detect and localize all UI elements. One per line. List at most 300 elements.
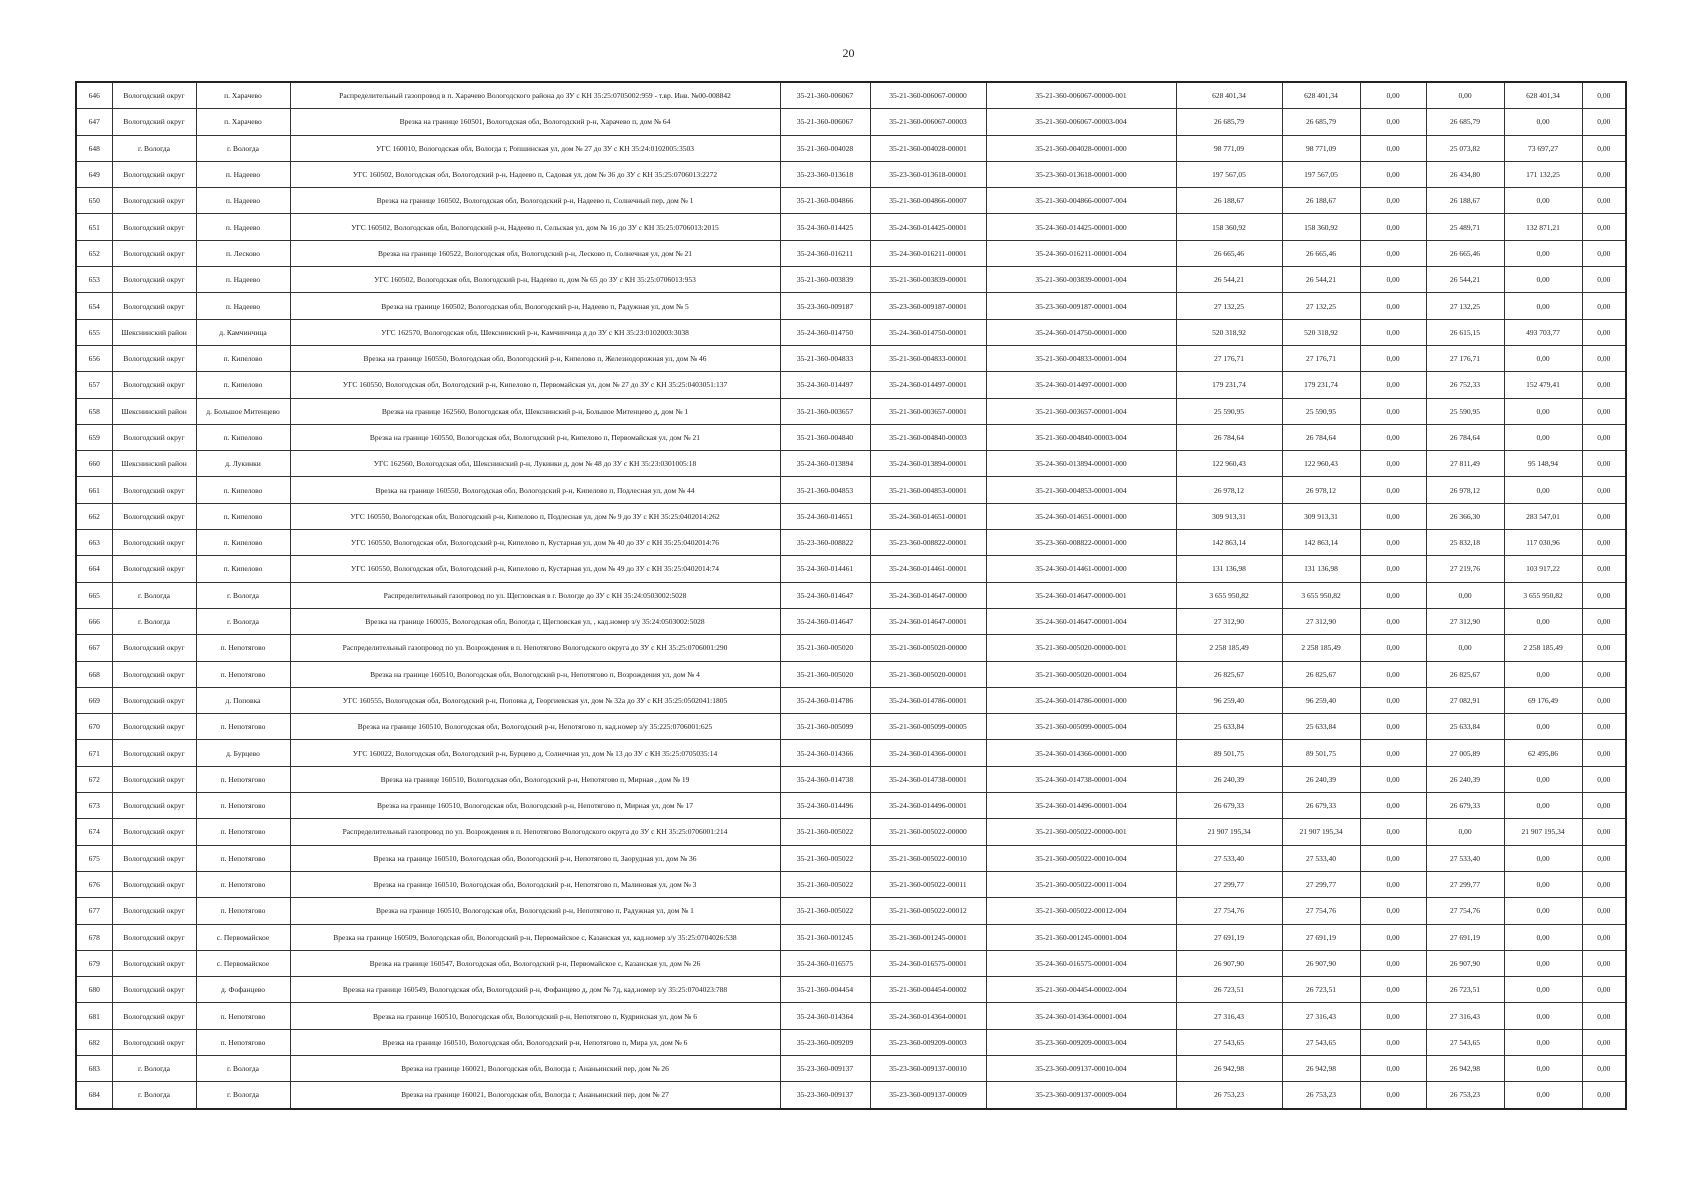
sub-object-code-cell: 35-21-360-005020-00001 (870, 661, 986, 687)
cost-zero-cell: 0,00 (1360, 1055, 1426, 1081)
element-code-cell: 35-24-360-016575-00001-004 (986, 950, 1176, 976)
row-number-cell: 649 (76, 161, 112, 187)
cost-zero-cell: 0,00 (1360, 898, 1426, 924)
sub-object-code-cell: 35-21-360-006067-00003 (870, 109, 986, 135)
settlement-cell: п. Надеево (196, 188, 290, 214)
network-cost-cell: 152 479,41 (1504, 372, 1582, 398)
connection-cost-cell: 26 240,39 (1426, 766, 1504, 792)
network-cost-cell: 171 132,25 (1504, 161, 1582, 187)
cost-zero-cell: 0,00 (1360, 135, 1426, 161)
connection-cost-cell: 25 489,71 (1426, 214, 1504, 240)
reserve-cost-cell: 0,00 (1582, 1055, 1626, 1081)
network-cost-cell: 132 871,21 (1504, 214, 1582, 240)
connection-cost-cell: 27 312,90 (1426, 608, 1504, 634)
cost-amount-cell: 89 501,75 (1282, 740, 1360, 766)
element-code-cell: 35-24-360-014647-00001-004 (986, 608, 1176, 634)
total-cost-cell: 27 176,71 (1176, 345, 1282, 371)
table-row (76, 477, 1626, 503)
table-row (76, 977, 1626, 1003)
settlement-cell: д. Лукинки (196, 451, 290, 477)
element-code-cell: 35-24-360-014750-00001-000 (986, 319, 1176, 345)
reserve-cost-cell: 0,00 (1582, 345, 1626, 371)
object-description-cell: Врезка на границе 160510, Вологодская обл, Вологодский р-н, Непотягово п, Заорудная ул, дом № 36 (290, 845, 780, 871)
element-code-cell: 35-24-360-013894-00001-000 (986, 451, 1176, 477)
reserve-cost-cell: 0,00 (1582, 1003, 1626, 1029)
object-description-cell: УГС 160502, Вологодская обл, Вологодский р-н, Надеево п, дом № 65 до ЗУ с КН 35:25:0706013:953 (290, 267, 780, 293)
district-cell: Вологодский округ (112, 871, 196, 897)
sub-object-code-cell: 35-21-360-004840-00003 (870, 424, 986, 450)
connection-cost-cell: 27 533,40 (1426, 845, 1504, 871)
object-description-cell: Врезка на границе 160510, Вологодская обл, Вологодский р-н, Непотягово п, Малиновая ул, дом № 3 (290, 871, 780, 897)
total-cost-cell: 309 913,31 (1176, 503, 1282, 529)
table-row (76, 1055, 1626, 1081)
cost-amount-cell: 27 299,77 (1282, 871, 1360, 897)
element-code-cell: 35-24-360-014364-00001-004 (986, 1003, 1176, 1029)
row-number-cell: 664 (76, 556, 112, 582)
network-cost-cell: 0,00 (1504, 898, 1582, 924)
total-cost-cell: 26 942,98 (1176, 1055, 1282, 1081)
reserve-cost-cell: 0,00 (1582, 319, 1626, 345)
district-cell: Вологодский округ (112, 293, 196, 319)
connection-cost-cell: 27 691,19 (1426, 924, 1504, 950)
district-cell: Вологодский округ (112, 424, 196, 450)
cost-zero-cell: 0,00 (1360, 1003, 1426, 1029)
sub-object-code-cell: 35-21-360-004028-00001 (870, 135, 986, 161)
table-row (76, 608, 1626, 634)
total-cost-cell: 27 299,77 (1176, 871, 1282, 897)
object-description-cell: Врезка на границе 160502, Вологодская обл, Вологодский р-н, Надеево п, Радужная ул, дом № 5 (290, 293, 780, 319)
total-cost-cell: 27 533,40 (1176, 845, 1282, 871)
element-code-cell: 35-21-360-005022-00000-001 (986, 819, 1176, 845)
object-description-cell: Распределительный газопровод по ул. Возрождения в п. Непотягово Вологодского округа до ЗУ с КН 35:25:0706001:290 (290, 635, 780, 661)
element-code-cell: 35-23-360-009137-00009-004 (986, 1082, 1176, 1109)
network-cost-cell: 0,00 (1504, 345, 1582, 371)
object-code-cell: 35-21-360-003657 (780, 398, 870, 424)
district-cell: г. Вологда (112, 135, 196, 161)
cost-zero-cell: 0,00 (1360, 793, 1426, 819)
object-code-cell: 35-21-360-004833 (780, 345, 870, 371)
network-cost-cell: 0,00 (1504, 1003, 1582, 1029)
element-code-cell: 35-21-360-004833-00001-004 (986, 345, 1176, 371)
reserve-cost-cell: 0,00 (1582, 161, 1626, 187)
cost-zero-cell: 0,00 (1360, 1082, 1426, 1109)
total-cost-cell: 179 231,74 (1176, 372, 1282, 398)
table-row (76, 240, 1626, 266)
settlement-cell: п. Кипелово (196, 477, 290, 503)
object-description-cell: УГС 160555, Вологодская обл, Вологодский р-н, Поповка д, Георгиевская ул, дом № 32а до ЗУ с КН 35:25:0502041:1805 (290, 687, 780, 713)
district-cell: Вологодский округ (112, 845, 196, 871)
settlement-cell: п. Кипелово (196, 556, 290, 582)
cost-amount-cell: 26 188,67 (1282, 188, 1360, 214)
object-code-cell: 35-21-360-005099 (780, 714, 870, 740)
object-code-cell: 35-21-360-004840 (780, 424, 870, 450)
reserve-cost-cell: 0,00 (1582, 267, 1626, 293)
cost-amount-cell: 98 771,09 (1282, 135, 1360, 161)
element-code-cell: 35-21-360-005020-00001-004 (986, 661, 1176, 687)
table-row (76, 1003, 1626, 1029)
network-cost-cell: 103 917,22 (1504, 556, 1582, 582)
cost-zero-cell: 0,00 (1360, 845, 1426, 871)
sub-object-code-cell: 35-24-360-014497-00001 (870, 372, 986, 398)
reserve-cost-cell: 0,00 (1582, 293, 1626, 319)
element-code-cell: 35-24-360-014738-00001-004 (986, 766, 1176, 792)
object-code-cell: 35-21-360-005022 (780, 819, 870, 845)
element-code-cell: 35-24-360-016211-00001-004 (986, 240, 1176, 266)
object-description-cell: УГС 160550, Вологодская обл, Вологодский р-н, Кипелово п, Кустарная ул, дом № 49 до ЗУ с КН 35:25:0402014:74 (290, 556, 780, 582)
total-cost-cell: 26 825,67 (1176, 661, 1282, 687)
object-code-cell: 35-24-360-014647 (780, 582, 870, 608)
object-description-cell: УГС 162570, Вологодская обл, Шекснинский р-н, Камчинчица д до ЗУ с КН 35:23:0102003:3038 (290, 319, 780, 345)
reserve-cost-cell: 0,00 (1582, 950, 1626, 976)
cost-zero-cell: 0,00 (1360, 161, 1426, 187)
reserve-cost-cell: 0,00 (1582, 372, 1626, 398)
reserve-cost-cell: 0,00 (1582, 740, 1626, 766)
settlement-cell: п. Непотягово (196, 766, 290, 792)
district-cell: Вологодский округ (112, 503, 196, 529)
element-code-cell: 35-21-360-005022-00010-004 (986, 845, 1176, 871)
cost-amount-cell: 309 913,31 (1282, 503, 1360, 529)
network-cost-cell: 117 030,96 (1504, 530, 1582, 556)
element-code-cell: 35-23-360-009187-00001-004 (986, 293, 1176, 319)
element-code-cell: 35-24-360-014425-00001-000 (986, 214, 1176, 240)
total-cost-cell: 26 679,33 (1176, 793, 1282, 819)
sub-object-code-cell: 35-24-360-014461-00001 (870, 556, 986, 582)
cost-zero-cell: 0,00 (1360, 267, 1426, 293)
row-number-cell: 666 (76, 608, 112, 634)
row-number-cell: 647 (76, 109, 112, 135)
total-cost-cell: 25 590,95 (1176, 398, 1282, 424)
object-description-cell: УГС 160550, Вологодская обл, Вологодский р-н, Кипелово п, Кустарная ул, дом № 40 до ЗУ с КН 35:25:0402014:76 (290, 530, 780, 556)
object-code-cell: 35-21-360-005022 (780, 871, 870, 897)
sub-object-code-cell: 35-24-360-016575-00001 (870, 950, 986, 976)
page-number: 20 (842, 46, 855, 60)
cost-zero-cell: 0,00 (1360, 424, 1426, 450)
connection-cost-cell: 0,00 (1426, 582, 1504, 608)
object-description-cell: Врезка на границе 160510, Вологодская обл, Вологодский р-н, Непотягово п, Кудринская ул, дом № 6 (290, 1003, 780, 1029)
table-row (76, 530, 1626, 556)
cost-zero-cell: 0,00 (1360, 977, 1426, 1003)
cost-zero-cell: 0,00 (1360, 188, 1426, 214)
element-code-cell: 35-23-360-009209-00003-004 (986, 1029, 1176, 1055)
reserve-cost-cell: 0,00 (1582, 82, 1626, 109)
network-cost-cell: 0,00 (1504, 188, 1582, 214)
cost-zero-cell: 0,00 (1360, 530, 1426, 556)
cost-amount-cell: 21 907 195,34 (1282, 819, 1360, 845)
object-description-cell: УГС 160502, Вологодская обл, Вологодский р-н, Надеево п, Сельская ул, дом № 16 до ЗУ с КН 35:25:0706013:2015 (290, 214, 780, 240)
row-number-cell: 668 (76, 661, 112, 687)
district-cell: г. Вологда (112, 1082, 196, 1109)
reserve-cost-cell: 0,00 (1582, 871, 1626, 897)
object-code-cell: 35-21-360-003839 (780, 267, 870, 293)
object-code-cell: 35-21-360-005020 (780, 635, 870, 661)
element-code-cell: 35-21-360-005099-00005-004 (986, 714, 1176, 740)
element-code-cell: 35-21-360-004454-00002-004 (986, 977, 1176, 1003)
cost-zero-cell: 0,00 (1360, 109, 1426, 135)
district-cell: Вологодский округ (112, 530, 196, 556)
cost-zero-cell: 0,00 (1360, 687, 1426, 713)
district-cell: Вологодский округ (112, 161, 196, 187)
sub-object-code-cell: 35-24-360-014786-00001 (870, 687, 986, 713)
total-cost-cell: 197 567,05 (1176, 161, 1282, 187)
sub-object-code-cell: 35-21-360-003657-00001 (870, 398, 986, 424)
cost-zero-cell: 0,00 (1360, 950, 1426, 976)
cost-zero-cell: 0,00 (1360, 1029, 1426, 1055)
table-row (76, 766, 1626, 792)
cost-amount-cell: 27 691,19 (1282, 924, 1360, 950)
network-cost-cell: 0,00 (1504, 267, 1582, 293)
district-cell: Вологодский округ (112, 188, 196, 214)
row-number-cell: 683 (76, 1055, 112, 1081)
network-cost-cell: 0,00 (1504, 424, 1582, 450)
row-number-cell: 672 (76, 766, 112, 792)
reserve-cost-cell: 0,00 (1582, 530, 1626, 556)
row-number-cell: 652 (76, 240, 112, 266)
sub-object-code-cell: 35-21-360-005022-00010 (870, 845, 986, 871)
network-cost-cell: 0,00 (1504, 109, 1582, 135)
table-row (76, 819, 1626, 845)
connection-cost-cell: 26 723,51 (1426, 977, 1504, 1003)
connection-cost-cell: 25 590,95 (1426, 398, 1504, 424)
district-cell: Вологодский округ (112, 766, 196, 792)
network-cost-cell: 283 547,01 (1504, 503, 1582, 529)
sub-object-code-cell: 35-24-360-014364-00001 (870, 1003, 986, 1029)
table-row (76, 188, 1626, 214)
object-description-cell: Врезка на границе 160550, Вологодская обл, Вологодский р-н, Кипелово п, Подлесная ул, дом № 44 (290, 477, 780, 503)
cost-amount-cell: 26 544,21 (1282, 267, 1360, 293)
network-cost-cell: 0,00 (1504, 845, 1582, 871)
cost-zero-cell: 0,00 (1360, 398, 1426, 424)
connection-cost-cell: 27 219,76 (1426, 556, 1504, 582)
connection-cost-cell: 27 299,77 (1426, 871, 1504, 897)
sub-object-code-cell: 35-23-360-009187-00001 (870, 293, 986, 319)
table-row (76, 845, 1626, 871)
sub-object-code-cell: 35-21-360-003839-00001 (870, 267, 986, 293)
object-description-cell: Распределительный газопровод по ул. Возрождения в п. Непотягово Вологодского округа до ЗУ с КН 35:25:0706001:214 (290, 819, 780, 845)
connection-cost-cell: 26 825,67 (1426, 661, 1504, 687)
settlement-cell: д. Фофанцево (196, 977, 290, 1003)
object-description-cell: Врезка на границе 160021, Вологодская обл, Вологда г, Ананьинский пер, дом № 27 (290, 1082, 780, 1109)
total-cost-cell: 21 907 195,34 (1176, 819, 1282, 845)
reserve-cost-cell: 0,00 (1582, 819, 1626, 845)
sub-object-code-cell: 35-24-360-014425-00001 (870, 214, 986, 240)
cost-zero-cell: 0,00 (1360, 82, 1426, 109)
object-code-cell: 35-23-360-009137 (780, 1055, 870, 1081)
network-cost-cell: 21 907 195,34 (1504, 819, 1582, 845)
sub-object-code-cell: 35-21-360-004866-00007 (870, 188, 986, 214)
total-cost-cell: 26 753,23 (1176, 1082, 1282, 1109)
row-number-cell: 680 (76, 977, 112, 1003)
district-cell: Вологодский округ (112, 924, 196, 950)
network-cost-cell: 95 148,94 (1504, 451, 1582, 477)
element-code-cell: 35-23-360-008822-00001-000 (986, 530, 1176, 556)
district-cell: Вологодский округ (112, 267, 196, 293)
connection-cost-cell: 0,00 (1426, 82, 1504, 109)
cost-amount-cell: 27 132,25 (1282, 293, 1360, 319)
district-cell: Шекснинский район (112, 319, 196, 345)
settlement-cell: п. Непотягово (196, 898, 290, 924)
cost-amount-cell: 2 258 185,49 (1282, 635, 1360, 661)
sub-object-code-cell: 35-21-360-005099-00005 (870, 714, 986, 740)
settlement-cell: п. Лесково (196, 240, 290, 266)
total-cost-cell: 27 543,65 (1176, 1029, 1282, 1055)
sub-object-code-cell: 35-21-360-004833-00001 (870, 345, 986, 371)
object-code-cell: 35-24-360-014786 (780, 687, 870, 713)
district-cell: Вологодский округ (112, 214, 196, 240)
settlement-cell: п. Надеево (196, 267, 290, 293)
cost-amount-cell: 26 784,64 (1282, 424, 1360, 450)
cost-zero-cell: 0,00 (1360, 819, 1426, 845)
district-cell: Вологодский округ (112, 372, 196, 398)
sub-object-code-cell: 35-24-360-014750-00001 (870, 319, 986, 345)
table-row (76, 319, 1626, 345)
object-description-cell: УГС 160550, Вологодская обл, Вологодский р-н, Кипелово п, Подлесная ул, дом № 9 до ЗУ с КН 35:25:0402014:262 (290, 503, 780, 529)
total-cost-cell: 26 907,90 (1176, 950, 1282, 976)
connection-cost-cell: 26 665,46 (1426, 240, 1504, 266)
cost-amount-cell: 27 533,40 (1282, 845, 1360, 871)
district-cell: Вологодский округ (112, 687, 196, 713)
row-number-cell: 682 (76, 1029, 112, 1055)
sub-object-code-cell: 35-23-360-009137-00010 (870, 1055, 986, 1081)
network-cost-cell: 3 655 950,82 (1504, 582, 1582, 608)
cost-amount-cell: 27 312,90 (1282, 608, 1360, 634)
row-number-cell: 651 (76, 214, 112, 240)
district-cell: Вологодский округ (112, 82, 196, 109)
cost-amount-cell: 122 960,43 (1282, 451, 1360, 477)
cost-zero-cell: 0,00 (1360, 345, 1426, 371)
cost-zero-cell: 0,00 (1360, 766, 1426, 792)
table-row (76, 1029, 1626, 1055)
district-cell: Вологодский округ (112, 819, 196, 845)
cost-zero-cell: 0,00 (1360, 924, 1426, 950)
total-cost-cell: 25 633,84 (1176, 714, 1282, 740)
row-number-cell: 659 (76, 424, 112, 450)
table-row (76, 109, 1626, 135)
network-cost-cell: 0,00 (1504, 714, 1582, 740)
reserve-cost-cell: 0,00 (1582, 424, 1626, 450)
reserve-cost-cell: 0,00 (1582, 582, 1626, 608)
object-code-cell: 35-23-360-009187 (780, 293, 870, 319)
element-code-cell: 35-21-360-004028-00001-000 (986, 135, 1176, 161)
sub-object-code-cell: 35-21-360-001245-00001 (870, 924, 986, 950)
sub-object-code-cell: 35-21-360-005020-00000 (870, 635, 986, 661)
total-cost-cell: 98 771,09 (1176, 135, 1282, 161)
district-cell: Вологодский округ (112, 240, 196, 266)
sub-object-code-cell: 35-21-360-005022-00012 (870, 898, 986, 924)
cost-amount-cell: 197 567,05 (1282, 161, 1360, 187)
table-row (76, 687, 1626, 713)
cost-amount-cell: 142 863,14 (1282, 530, 1360, 556)
settlement-cell: с. Первомайское (196, 950, 290, 976)
table-row (76, 635, 1626, 661)
object-code-cell: 35-21-360-005020 (780, 661, 870, 687)
object-code-cell: 35-24-360-013894 (780, 451, 870, 477)
cost-amount-cell: 26 753,23 (1282, 1082, 1360, 1109)
reserve-cost-cell: 0,00 (1582, 845, 1626, 871)
total-cost-cell: 27 316,43 (1176, 1003, 1282, 1029)
total-cost-cell: 26 240,39 (1176, 766, 1282, 792)
cost-zero-cell: 0,00 (1360, 661, 1426, 687)
total-cost-cell: 628 401,34 (1176, 82, 1282, 109)
network-cost-cell: 0,00 (1504, 950, 1582, 976)
row-number-cell: 660 (76, 451, 112, 477)
total-cost-cell: 26 784,64 (1176, 424, 1282, 450)
network-cost-cell: 62 495,86 (1504, 740, 1582, 766)
settlement-cell: п. Надеево (196, 214, 290, 240)
object-code-cell: 35-21-360-001245 (780, 924, 870, 950)
object-code-cell: 35-23-360-013618 (780, 161, 870, 187)
network-cost-cell: 0,00 (1504, 793, 1582, 819)
connection-cost-cell: 26 434,80 (1426, 161, 1504, 187)
sub-object-code-cell: 35-23-360-008822-00001 (870, 530, 986, 556)
table-row (76, 424, 1626, 450)
cost-zero-cell: 0,00 (1360, 714, 1426, 740)
sub-object-code-cell: 35-21-360-005022-00011 (870, 871, 986, 897)
settlement-cell: д. Поповка (196, 687, 290, 713)
district-cell: Вологодский округ (112, 1029, 196, 1055)
district-cell: Вологодский округ (112, 950, 196, 976)
network-cost-cell: 73 697,27 (1504, 135, 1582, 161)
table-row (76, 451, 1626, 477)
sub-object-code-cell: 35-24-360-014651-00001 (870, 503, 986, 529)
sub-object-code-cell: 35-21-360-005022-00000 (870, 819, 986, 845)
connection-cost-cell: 25 073,82 (1426, 135, 1504, 161)
element-code-cell: 35-23-360-013618-00001-000 (986, 161, 1176, 187)
settlement-cell: п. Непотягово (196, 661, 290, 687)
reserve-cost-cell: 0,00 (1582, 135, 1626, 161)
connection-cost-cell: 26 544,21 (1426, 267, 1504, 293)
reserve-cost-cell: 0,00 (1582, 503, 1626, 529)
sub-object-code-cell: 35-24-360-016211-00001 (870, 240, 986, 266)
cost-amount-cell: 26 665,46 (1282, 240, 1360, 266)
network-cost-cell: 69 176,49 (1504, 687, 1582, 713)
object-description-cell: Врезка на границе 160510, Вологодская обл, Вологодский р-н, Непотягово п, Мирная , дом № 19 (290, 766, 780, 792)
connection-cost-cell: 26 188,67 (1426, 188, 1504, 214)
sub-object-code-cell: 35-23-360-009209-00003 (870, 1029, 986, 1055)
connection-cost-cell: 27 754,76 (1426, 898, 1504, 924)
network-cost-cell: 0,00 (1504, 661, 1582, 687)
settlement-cell: п. Кипелово (196, 345, 290, 371)
district-cell: Вологодский округ (112, 740, 196, 766)
total-cost-cell: 26 685,79 (1176, 109, 1282, 135)
connection-cost-cell: 27 082,91 (1426, 687, 1504, 713)
district-cell: Вологодский округ (112, 635, 196, 661)
connection-cost-cell: 27 811,49 (1426, 451, 1504, 477)
table-row (76, 924, 1626, 950)
row-number-cell: 673 (76, 793, 112, 819)
cost-zero-cell: 0,00 (1360, 319, 1426, 345)
total-cost-cell: 96 259,40 (1176, 687, 1282, 713)
sub-object-code-cell: 35-24-360-014647-00000 (870, 582, 986, 608)
element-code-cell: 35-21-360-001245-00001-004 (986, 924, 1176, 950)
object-description-cell: УГС 160010, Вологодская обл, Вологда г, Ропшинская ул, дом № 27 до ЗУ с КН 35:24:0102005:3503 (290, 135, 780, 161)
cost-amount-cell: 26 685,79 (1282, 109, 1360, 135)
cost-amount-cell: 131 136,98 (1282, 556, 1360, 582)
connection-cost-cell: 27 132,25 (1426, 293, 1504, 319)
reserve-cost-cell: 0,00 (1582, 477, 1626, 503)
sub-object-code-cell: 35-21-360-004454-00002 (870, 977, 986, 1003)
table-row (76, 740, 1626, 766)
reserve-cost-cell: 0,00 (1582, 635, 1626, 661)
reserve-cost-cell: 0,00 (1582, 924, 1626, 950)
cost-zero-cell: 0,00 (1360, 477, 1426, 503)
settlement-cell: п. Непотягово (196, 871, 290, 897)
network-cost-cell: 0,00 (1504, 293, 1582, 319)
object-description-cell: УГС 160502, Вологодская обл, Вологодский р-н, Надеево п, Садовая ул, дом № 36 до ЗУ с КН 35:25:0706013:2272 (290, 161, 780, 187)
object-code-cell: 35-24-360-014366 (780, 740, 870, 766)
sub-object-code-cell: 35-24-360-014647-00001 (870, 608, 986, 634)
connection-cost-cell: 26 978,12 (1426, 477, 1504, 503)
total-cost-cell: 89 501,75 (1176, 740, 1282, 766)
